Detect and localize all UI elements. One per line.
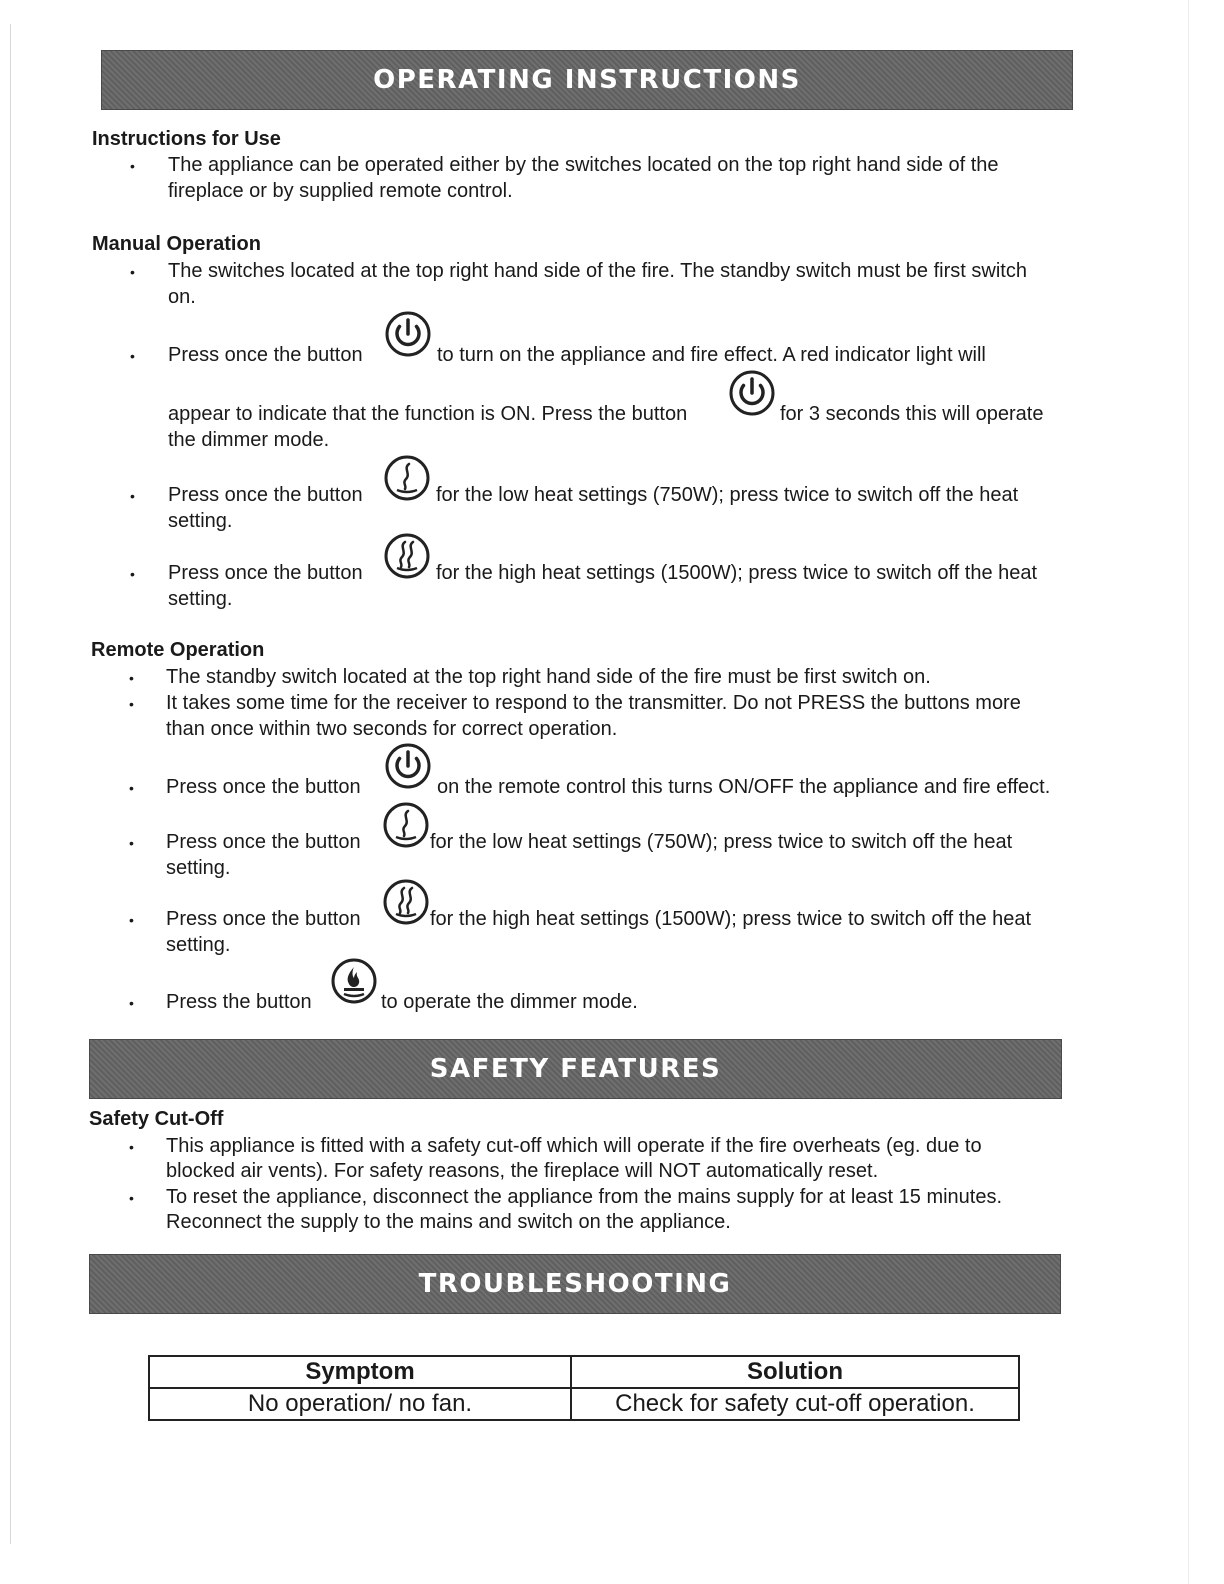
text-line: This appliance is fitted with a safety cut-off which will operate if the fire overheats (eg. due to bbox=[166, 1135, 982, 1157]
bullet: • bbox=[130, 264, 135, 280]
text-line: to turn on the appliance and fire effect. A red indicator light will bbox=[437, 344, 986, 366]
remote-operation-heading: Remote Operation bbox=[91, 639, 265, 661]
table-header-row bbox=[149, 1356, 1019, 1388]
power-button-icon bbox=[384, 310, 432, 358]
manual-operation-heading: Manual Operation bbox=[92, 233, 261, 255]
banner-title: OPERATING INSTRUCTIONS bbox=[373, 65, 801, 95]
table-row bbox=[149, 1388, 1019, 1420]
bullet: • bbox=[130, 566, 135, 582]
text-line: for the high heat settings (1500W); press twice to switch off the heat bbox=[436, 562, 1038, 584]
text-line: the dimmer mode. bbox=[168, 429, 330, 451]
safety-features-banner bbox=[89, 1039, 1062, 1099]
banner-title: SAFETY FEATURES bbox=[429, 1054, 722, 1084]
instructions-for-use-heading: Instructions for Use bbox=[92, 128, 281, 150]
column-header-solution: Solution bbox=[571, 1356, 1019, 1388]
table-cell: Check for safety cut-off operation. bbox=[571, 1388, 1019, 1420]
low-heat-button-icon bbox=[383, 454, 431, 502]
table-cell: No operation/ no fan. bbox=[149, 1388, 571, 1420]
high-heat-button-icon bbox=[383, 532, 431, 580]
text-line: than once within two seconds for correct operation. bbox=[166, 718, 618, 740]
text-line: for the high heat settings (1500W); press twice to switch off the heat bbox=[430, 908, 1032, 930]
operating-instructions-banner bbox=[101, 50, 1073, 110]
text-line: setting. bbox=[168, 510, 233, 532]
text-line: for 3 seconds this will operate bbox=[780, 403, 1044, 425]
bullet: • bbox=[129, 912, 134, 928]
text-line: on the remote control this turns ON/OFF the appliance and fire effect. bbox=[437, 776, 1051, 798]
bullet: • bbox=[130, 158, 135, 174]
text-line: to operate the dimmer mode. bbox=[381, 991, 638, 1013]
column-header-symptom: Symptom bbox=[149, 1356, 571, 1388]
text-line: fireplace or by supplied remote control. bbox=[168, 180, 513, 202]
text-line: for the low heat settings (750W); press twice to switch off the heat bbox=[436, 484, 1019, 506]
text-line: for the low heat settings (750W); press twice to switch off the heat bbox=[430, 831, 1013, 853]
text-line: setting. bbox=[166, 857, 231, 879]
text-line: Press once the button bbox=[168, 484, 363, 506]
power-button-icon bbox=[384, 742, 432, 790]
text-line: The standby switch located at the top right hand side of the fire must be first switch on. bbox=[166, 666, 931, 688]
safety-cutoff-heading: Safety Cut-Off bbox=[89, 1108, 224, 1130]
scan-edge bbox=[1188, 0, 1189, 1584]
text-line: blocked air vents). For safety reasons, the fireplace will NOT automatically reset. bbox=[166, 1160, 879, 1182]
text-line: Press once the button bbox=[166, 831, 361, 853]
bullet: • bbox=[130, 488, 135, 504]
text-line: Reconnect the supply to the mains and switch on the appliance. bbox=[166, 1211, 731, 1233]
text-line: Press once the button bbox=[166, 908, 361, 930]
troubleshooting-table bbox=[148, 1355, 1020, 1421]
bullet: • bbox=[129, 780, 134, 796]
bullet: • bbox=[129, 696, 134, 712]
flame-dimmer-button-icon bbox=[330, 957, 378, 1005]
high-heat-button-icon bbox=[382, 878, 430, 926]
bullet: • bbox=[129, 1190, 134, 1206]
bullet: • bbox=[129, 1139, 134, 1155]
text-line: Press the button bbox=[166, 991, 312, 1013]
text-line: on. bbox=[168, 286, 196, 308]
power-button-icon bbox=[728, 369, 776, 417]
text-line: Press once the button bbox=[166, 776, 361, 798]
text-line: appear to indicate that the function is ON. Press the button bbox=[168, 403, 688, 425]
bullet: • bbox=[130, 348, 135, 364]
text-line: It takes some time for the receiver to respond to the transmitter. Do not PRESS the buttons more bbox=[166, 692, 1021, 714]
text-line: Press once the button bbox=[168, 562, 363, 584]
scan-edge bbox=[10, 24, 11, 1544]
text-line: To reset the appliance, disconnect the appliance from the mains supply for at least 15 minutes. bbox=[166, 1186, 1003, 1208]
text-line: setting. bbox=[168, 588, 233, 610]
bullet: • bbox=[129, 670, 134, 686]
troubleshooting-banner bbox=[89, 1254, 1061, 1314]
bullet: • bbox=[129, 995, 134, 1011]
text-line: setting. bbox=[166, 934, 231, 956]
bullet: • bbox=[129, 835, 134, 851]
text-line: The appliance can be operated either by the switches located on the top right hand side of the bbox=[168, 154, 999, 176]
low-heat-button-icon bbox=[382, 801, 430, 849]
banner-title: TROUBLESHOOTING bbox=[418, 1269, 732, 1299]
text-line: The switches located at the top right hand side of the fire. The standby switch must be first switch bbox=[168, 260, 1027, 282]
text-line: Press once the button bbox=[168, 344, 363, 366]
